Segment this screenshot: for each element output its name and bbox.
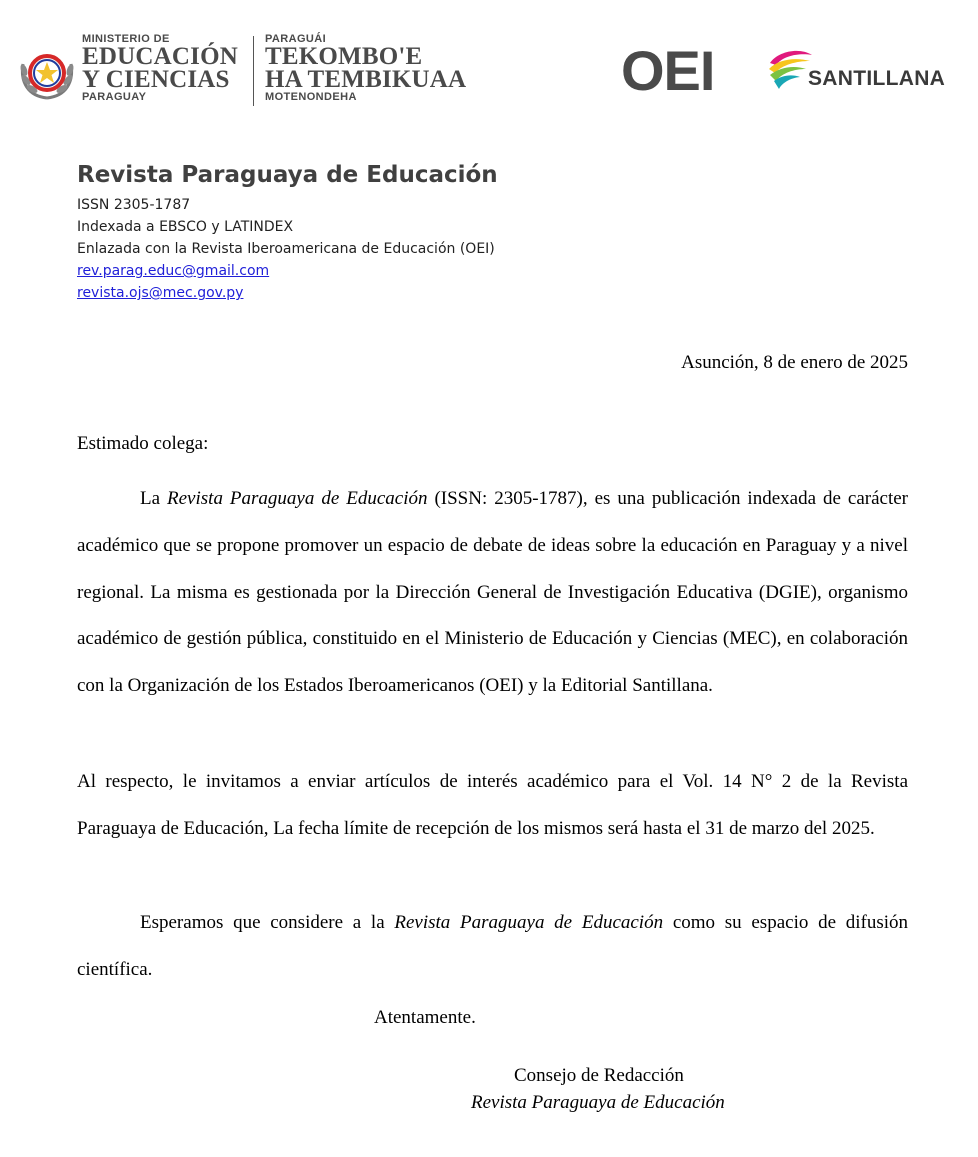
- paraguay-seal-icon: [18, 46, 76, 102]
- paragraph-3-post: como su espacio de difusión científica.: [77, 912, 909, 980]
- oei-logo: OEI: [621, 39, 715, 102]
- journal-title: Revista Paraguaya de Educación: [77, 162, 498, 188]
- mec-line-4: PARAGUAY: [82, 91, 147, 103]
- salutation: Estimado colega:: [77, 433, 209, 454]
- mec-line-1: MINISTERIO DE: [82, 33, 170, 45]
- paragraph-1-journal-title: Revista Paraguaya de Educación: [167, 488, 428, 509]
- signer-journal: Revista Paraguaya de Educación: [471, 1092, 725, 1113]
- guarani-line-4: MOTENONDEHA: [265, 91, 357, 103]
- guarani-logo: [265, 33, 495, 103]
- journal-indexed: Indexada a EBSCO y LATINDEX: [77, 219, 294, 235]
- paragraph-1-pre: La: [140, 488, 168, 509]
- journal-linked: Enlazada con la Revista Iberoamericana de Educación (OEI): [77, 241, 495, 257]
- mec-line-2: EDUCACIÓN: [82, 43, 238, 70]
- guarani-line-1: PARAGUÁI: [265, 33, 327, 45]
- journal-issn: ISSN 2305-1787: [77, 197, 191, 213]
- paragraph-2: Al respecto, le invitamos a enviar artículos de interés académico para el Vol. 14 N° 2 de la Revista Paraguaya de Educación, La fecha límite de recepción de los mismos será hasta el 31 de marzo del 2025.: [77, 771, 908, 839]
- santillana-swoosh-icon: [766, 47, 814, 93]
- mec-line-3: Y CIENCIAS: [82, 66, 230, 93]
- paragraph-3-pre: Esperamos que considere a la: [140, 912, 395, 933]
- paragraph-1: [77, 476, 908, 710]
- santillana-logo: SANTILLANA: [808, 67, 946, 90]
- mec-logo: [82, 33, 252, 103]
- email-link-1[interactable]: rev.parag.educ@gmail.com: [77, 263, 270, 279]
- paragraph-1-post: (ISSN: 2305-1787), es una publicación indexada de carácter académico que se propone promover un espacio de debate de ideas sobre la educación en Paraguay y a nivel regional. La misma es gestionada por la Dirección General de Investigación Educativa (DGIE), organismo académico de gestión pública, constituido en el Ministerio de Educación y Ciencias (MEC), en colaboración con la Organización de los Estados Iberoamericanos (OEI) y la Editorial Santillana.: [77, 488, 908, 697]
- paragraph-3-journal-title: Revista Paraguaya de Educación: [394, 912, 664, 933]
- closing: Atentamente.: [374, 1007, 476, 1028]
- letter-date: Asunción, 8 de enero de 2025: [681, 352, 908, 373]
- signer: Consejo de Redacción: [514, 1065, 684, 1086]
- guarani-line-3: HA TEMBIKUAA: [265, 66, 467, 93]
- guarani-line-2: TEKOMBO'E: [265, 43, 423, 70]
- logo-divider: [253, 36, 254, 106]
- email-link-2[interactable]: revista.ojs@mec.gov.py: [77, 285, 244, 301]
- paragraph-3: [77, 900, 908, 994]
